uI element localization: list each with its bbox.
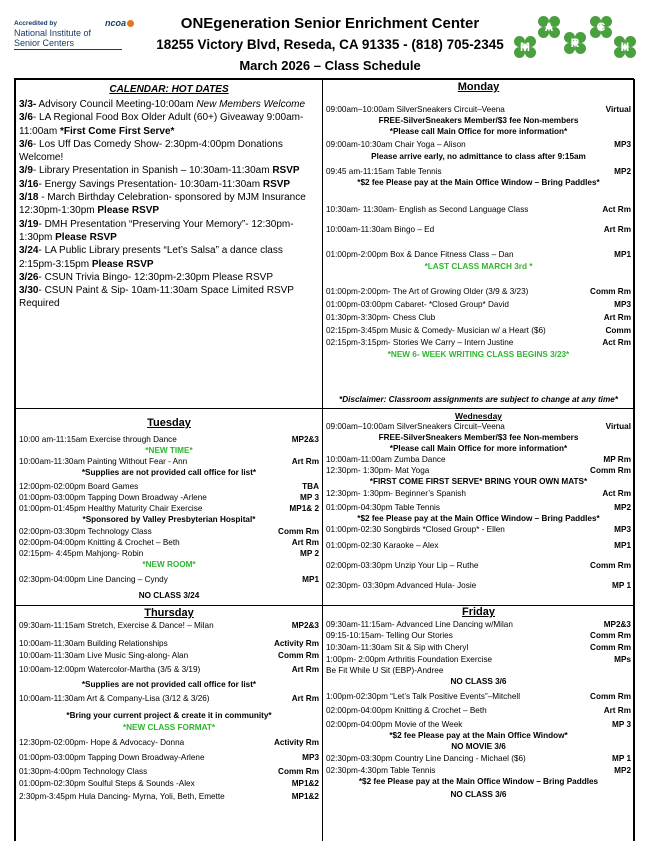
class-text: 10:00am-11:30am Art & Company-Lisa (3/12 & 3/26): [19, 694, 210, 703]
schedule-note: [19, 560, 319, 569]
room-label: Comm Rm: [590, 466, 631, 475]
schedule-row: [326, 655, 631, 664]
class-text: 09:30am-11:15am Stretch, Exercise & Dance! – Milan: [19, 621, 214, 630]
schedule-row: [326, 205, 631, 214]
class-text: 02:30pm- 03:30pm Advanced Hula- Josie: [326, 581, 477, 590]
room-label: Virtual: [605, 105, 631, 114]
note-text: *Disclaimer: Classroom assignments are subject to change at any time*: [339, 395, 618, 404]
note-text: NO CLASS 3/6: [450, 677, 507, 686]
room-label: MP 1: [612, 581, 631, 590]
room-label: MP1: [302, 575, 319, 584]
schedule-row: [19, 621, 319, 630]
schedule-row: [326, 489, 631, 498]
schedule-row: [19, 651, 319, 660]
schedule-row: [326, 631, 631, 640]
clover-icon: [538, 16, 560, 38]
class-text: 01:00pm-03:00pm Cabaret- *Closed Group* David: [326, 300, 509, 309]
class-text: 1:00pm-02:30pm “Let’s Talk Positive Events”–Mitchell: [326, 692, 521, 701]
room-label: Comm Rm: [590, 692, 631, 701]
calendar-entry: 3/19- DMH Presentation “Preserving Your Memory”- 12:30pm-1:30pm Please RSVP: [19, 218, 294, 243]
schedule-row: [326, 643, 631, 652]
schedule-note: [326, 127, 631, 136]
calendar-entry: 3/9- Library Presentation in Spanish – 10:30am-11:30am RSVP: [19, 165, 300, 177]
schedule-row: [326, 666, 631, 675]
note-text: *Supplies are not provided call office for list*: [81, 468, 257, 477]
nisc-line2: Senior Centers: [14, 38, 75, 48]
class-text: 02:15pm- 4:45pm Mahjong- Robin: [19, 549, 144, 558]
class-text: 02:30pm-4:30pm Table Tennis: [326, 766, 436, 775]
schedule-note: [326, 350, 631, 359]
room-label: Activity Rm: [273, 738, 319, 747]
schedule-note: [326, 262, 631, 271]
wednesday-title: Wednesday: [454, 411, 503, 421]
room-label: MP3: [614, 140, 631, 149]
room-label: Comm Rm: [278, 651, 319, 660]
class-text: 12:30pm-02:00pm- Hope & Advocacy- Donna: [19, 738, 185, 747]
note-text: *NEW ROOM*: [142, 560, 196, 569]
note-text: Please arrive early, no admittance to class after 9:15am: [371, 152, 586, 161]
room-label: Art Rm: [291, 694, 319, 703]
schedule-row: [19, 527, 319, 536]
schedule-row: [326, 503, 631, 512]
schedule-note: [19, 468, 319, 477]
room-label: Art Rm: [603, 313, 631, 322]
room-label: MP1& 2: [289, 504, 319, 513]
note-text: NO CLASS 3/24: [138, 591, 200, 600]
schedule-row: [326, 525, 631, 534]
schedule-row: [19, 694, 319, 703]
schedule-note: [326, 731, 631, 740]
page-header: [0, 0, 650, 76]
class-text: 09:45 am-11:15am Table Tennis: [326, 167, 442, 176]
room-label: MP2&3: [603, 620, 631, 629]
clover-icon: [590, 16, 612, 38]
room-label: Comm Rm: [278, 527, 319, 536]
room-label: TBA: [302, 482, 319, 491]
room-label: MP 3: [612, 720, 631, 729]
room-label: Art Rm: [603, 706, 631, 715]
schedule-row: [326, 754, 631, 763]
room-label: Act Rm: [602, 205, 631, 214]
class-text: 01:00pm-03:00pm Tapping Down Broadway -Arlene: [19, 493, 207, 502]
class-text: 10:30am- 11:30am- English as Second Language Class: [326, 205, 529, 214]
schedule-note: [326, 777, 631, 786]
calendar-title: CALENDAR: HOT DATES: [109, 84, 229, 95]
note-text: *Sponsored by Valley Presbyterian Hospital*: [82, 515, 256, 524]
calendar-entry: 3/16- Energy Savings Presentation- 10:30am-11:30am RSVP: [19, 178, 291, 190]
schedule-row: [19, 504, 319, 513]
clover-icon: [564, 32, 586, 54]
room-label: Comm Rm: [590, 561, 631, 570]
schedule-note: [326, 477, 631, 486]
schedule-row: [19, 482, 319, 491]
thursday-schedule: [15, 605, 323, 841]
schedule-row: [326, 455, 631, 464]
class-text: 01:00pm-01:45pm Healthy Maturity Chair Exercise: [19, 504, 203, 513]
schedule-note: [326, 116, 631, 125]
class-text: 10:00am-11:30am Building Relationships: [19, 639, 168, 648]
march-letter: A: [544, 20, 554, 34]
clover-icon: [614, 36, 636, 58]
monday-title: Monday: [457, 81, 500, 93]
schedule-row: [19, 738, 319, 747]
class-text: 02:00pm-03:30pm Unzip Your Lip – Ruthe: [326, 561, 479, 570]
accredited-by-label: Accredited by: [14, 19, 57, 27]
room-label: MP 1: [612, 754, 631, 763]
schedule-row: [19, 435, 319, 444]
class-text: 01:00pm-03:00pm Tapping Down Broadway-Arlene: [19, 753, 205, 762]
class-text: 2:30pm-3:45pm Hula Dancing- Myrna, Yoli, Beth, Emette: [19, 792, 225, 801]
note-text: NO CLASS 3/6: [450, 790, 507, 799]
schedule-row: [326, 287, 631, 296]
schedule-row: [326, 561, 631, 570]
schedule-note: [326, 433, 631, 442]
class-text: 02:00pm-04:00pm Movie of the Week: [326, 720, 463, 729]
calendar-entry: 3/6- LA Regional Food Box Older Adult (60+) Giveaway 9:00am-11:00am *First Come First Serve*: [19, 112, 304, 137]
class-text: 02:00pm-03:30pm Technology Class: [19, 527, 152, 536]
schedule-row: [326, 581, 631, 590]
room-label: Art Rm: [603, 225, 631, 234]
note-text: *$2 fee Please pay at the Main Office Window – Bring Paddles*: [357, 514, 600, 523]
room-label: MP2: [614, 766, 631, 775]
schedule-row: [19, 575, 319, 584]
class-text: 02:15pm-3:15pm- Stories We Carry – Intern Justine: [326, 338, 514, 347]
calendar-entry: 3/30- CSUN Paint & Sip- 10am-11:30am Space Limited RSVP Required: [19, 285, 294, 310]
room-label: MP 3: [300, 493, 319, 502]
schedule-row: [19, 493, 319, 502]
note-text: *NEW 6- WEEK WRITING CLASS BEGINS 3/23*: [387, 350, 570, 359]
schedule-row: [326, 620, 631, 629]
class-text: 12:30pm- 1:30pm- Beginner’s Spanish: [326, 489, 466, 498]
room-label: Art Rm: [291, 665, 319, 674]
nisc-line1: National Institute of: [14, 28, 92, 38]
schedule-note: [326, 395, 631, 404]
class-text: 02:00pm-04:00pm Knitting & Crochet – Beth: [326, 706, 487, 715]
schedule-note: [326, 677, 631, 686]
class-text: 10:00am-11:30am Bingo – Ed: [326, 225, 435, 234]
schedule-row: [326, 326, 631, 335]
schedule-row: [326, 140, 631, 149]
thursday-title: Thursday: [144, 607, 194, 619]
march-letter: H: [620, 40, 630, 54]
note-text: *$2 fee Please pay at the Main Office Window*: [389, 731, 568, 740]
march-clover-graphic: [512, 12, 640, 68]
class-text: 10:30am-11:30am Sit & Sip with Cheryl: [326, 643, 469, 652]
calendar-entry: 3/6- Los Uff Das Comedy Show- 2:30pm-4:00pm Donations Welcome!: [19, 138, 283, 164]
room-label: MP1: [614, 250, 631, 259]
room-label: MP1&2: [291, 779, 319, 788]
room-label: MP1: [614, 541, 631, 550]
room-label: MP Rm: [603, 455, 631, 464]
schedule-note: [19, 446, 319, 455]
schedule-row: [326, 300, 631, 309]
class-text: 01:00pm-02:30 Songbirds *Closed Group* - Ellen: [326, 525, 505, 534]
clover-icon: [514, 36, 536, 58]
note-text: FREE-SilverSneakers Member/$3 fee Non-members: [378, 433, 579, 442]
class-text: 02:30pm-03:30pm Country Line Dancing - Michael ($6): [326, 754, 526, 763]
room-label: Act Rm: [602, 489, 631, 498]
schedule-row: [326, 250, 631, 259]
class-text: 01:00pm-02:30pm Soulful Steps & Sounds -Alex: [19, 779, 195, 788]
class-text: Be Fit While U Sit (EBP)-Andree: [326, 666, 444, 675]
schedule-row: [19, 639, 319, 648]
schedule-note: [326, 790, 631, 799]
note-text: *Supplies are not provided call office for list*: [81, 680, 257, 689]
room-label: Comm Rm: [590, 631, 631, 640]
class-text: 09:15-10:15am- Telling Our Stories: [326, 631, 453, 640]
schedule-row: [326, 313, 631, 322]
schedule-row: [326, 706, 631, 715]
schedule-note: [326, 514, 631, 523]
friday-schedule: [322, 605, 635, 841]
class-text: 10:00am-11:00am Zumba Dance: [326, 455, 446, 464]
schedule-row: [19, 779, 319, 788]
class-text: 01:30pm-4:00pm Technology Class: [19, 767, 148, 776]
schedule-row: [326, 692, 631, 701]
schedule-note: [19, 591, 319, 600]
schedule-row: [19, 457, 319, 466]
accreditation-logo: [14, 18, 134, 50]
schedule-note: [326, 152, 631, 161]
class-text: 10:00am-11:30am Live Music Sing-along- Alan: [19, 651, 189, 660]
ncoa-logo: ncoa: [105, 18, 134, 28]
note-text: FREE-SilverSneakers Member/$3 fee Non-members: [378, 116, 579, 125]
calendar-entries: [19, 98, 319, 311]
schedule-note: [19, 515, 319, 524]
schedule-note: [326, 742, 631, 751]
note-text: *$2 fee Please pay at the Main Office Window – Bring Paddles*: [357, 178, 600, 187]
schedule-row: [326, 466, 631, 475]
class-text: 09:00am-10:30am Chair Yoga – Alison: [326, 140, 466, 149]
room-label: MP3: [614, 525, 631, 534]
class-text: 01:00pm-02:30 Karaoke – Alex: [326, 541, 439, 550]
room-label: Art Rm: [291, 538, 319, 547]
schedule-row: [19, 549, 319, 558]
schedule-grid: [14, 78, 634, 841]
class-text: 09:00am–10:00am SilverSneakers Circuit–Veena: [326, 422, 505, 431]
note-text: *Please call Main Office for more information*: [389, 444, 568, 453]
schedule-note: [19, 680, 319, 689]
schedule-row: [326, 766, 631, 775]
schedule-row: [326, 422, 631, 431]
room-label: Art Rm: [291, 457, 319, 466]
class-text: 12:00pm-02:00pm Board Games: [19, 482, 139, 491]
class-text: 01:00pm-04:30pm Table Tennis: [326, 503, 440, 512]
schedule-note: [19, 711, 319, 720]
class-text: 09:00am–10:00am SilverSneakers Circuit–Veena: [326, 105, 505, 114]
room-label: MP 2: [300, 549, 319, 558]
march-letter: C: [596, 20, 606, 34]
schedule-note: [326, 444, 631, 453]
note-text: *Bring your current project & create it in community*: [66, 711, 272, 720]
room-label: Comm: [605, 326, 631, 335]
schedule-row: [326, 105, 631, 114]
room-label: MP2&3: [291, 621, 319, 630]
room-label: Virtual: [605, 422, 631, 431]
note-text: NO MOVIE 3/6: [451, 742, 506, 751]
schedule-row: [19, 753, 319, 762]
class-text: 02:30pm-04:00pm Line Dancing – Cyndy: [19, 575, 168, 584]
class-text: 02:00pm-04:00pm Knitting & Crochet – Beth: [19, 538, 180, 547]
monday-schedule: [322, 79, 635, 409]
schedule-note: [326, 178, 631, 187]
note-text: *NEW TIME*: [145, 446, 193, 455]
schedule-row: [326, 225, 631, 234]
room-label: Comm Rm: [278, 767, 319, 776]
room-label: Activity Rm: [273, 639, 319, 648]
note-text: *$2 fee Please pay at the Main Office Window – Bring Paddles: [358, 777, 599, 786]
class-text: 01:30pm-3:30pm- Chess Club: [326, 313, 436, 322]
note-text: *Please call Main Office for more information*: [389, 127, 568, 136]
center-address: 18255 Victory Blvd, Reseda, CA 91335 - (818) 705-2345: [156, 37, 504, 52]
schedule-row: [19, 792, 319, 801]
calendar-hot-dates: [15, 79, 323, 409]
room-label: MP3: [614, 300, 631, 309]
class-text: 10:00am-12:00pm Watercolor-Martha (3/5 & 3/19): [19, 665, 201, 674]
note-text: *LAST CLASS MARCH 3rd *: [424, 262, 533, 271]
calendar-entry: 3/24- LA Public Library presents “Let’s Salsa” a dance class 2:15pm-3:15pm Please RSVP: [19, 245, 283, 270]
class-text: 1:00pm- 2:00pm Arthritis Foundation Exercise: [326, 655, 493, 664]
class-text: 12:30pm- 1:30pm- Mat Yoga: [326, 466, 430, 475]
march-letter: M: [520, 40, 530, 54]
note-text: *FIRST COME FIRST SERVE* BRING YOUR OWN MATS*: [369, 477, 588, 486]
calendar-entry: 3/3- Advisory Council Meeting-10:00am New Members Welcome: [19, 99, 306, 110]
schedule-row: [19, 665, 319, 674]
room-label: MP3: [302, 753, 319, 762]
friday-title: Friday: [461, 606, 495, 618]
room-label: MP2: [614, 503, 631, 512]
room-label: Act Rm: [602, 338, 631, 347]
room-label: Comm Rm: [590, 643, 631, 652]
schedule-note: [19, 723, 319, 732]
room-label: MP2&3: [291, 435, 319, 444]
schedule-row: [326, 720, 631, 729]
class-text: 01:00pm-2:00pm Box & Dance Fitness Class – Dan: [326, 250, 514, 259]
center-name: ONEgeneration Senior Enrichment Center: [180, 15, 480, 32]
calendar-entry: 3/18 - March Birthday Celebration- sponsored by MJM Insurance 12:30pm-1:30pm Please RSVP: [19, 192, 306, 217]
march-letter: R: [570, 36, 580, 50]
room-label: MP2: [614, 167, 631, 176]
room-label: Comm Rm: [590, 287, 631, 296]
schedule-row: [19, 538, 319, 547]
class-text: 02:15pm-3:45pm Music & Comedy- Musician w/ a Heart ($6): [326, 326, 546, 335]
class-text: 10:00am-11:30am Painting Without Fear - Ann: [19, 457, 188, 466]
room-label: MPs: [614, 655, 631, 664]
class-text: 09:30am-11:15am- Advanced Line Dancing w/Milan: [326, 620, 513, 629]
class-text: 10:00 am-11:15am Exercise through Dance: [19, 435, 177, 444]
schedule-row: [326, 541, 631, 550]
tuesday-schedule: [15, 408, 323, 606]
tuesday-title: Tuesday: [147, 417, 191, 429]
schedule-row: [326, 167, 631, 176]
schedule-title: March 2026 – Class Schedule: [239, 58, 421, 73]
schedule-row: [326, 338, 631, 347]
calendar-entry: 3/26- CSUN Trivia Bingo- 12:30pm-2:30pm Please RSVP: [19, 271, 274, 283]
class-text: 01:00pm-2:00pm- The Art of Growing Older (3/9 & 3/23): [326, 287, 529, 296]
room-label: MP1&2: [291, 792, 319, 801]
schedule-row: [19, 767, 319, 776]
note-text: *NEW CLASS FORMAT*: [122, 723, 216, 732]
wednesday-schedule: [322, 408, 635, 606]
